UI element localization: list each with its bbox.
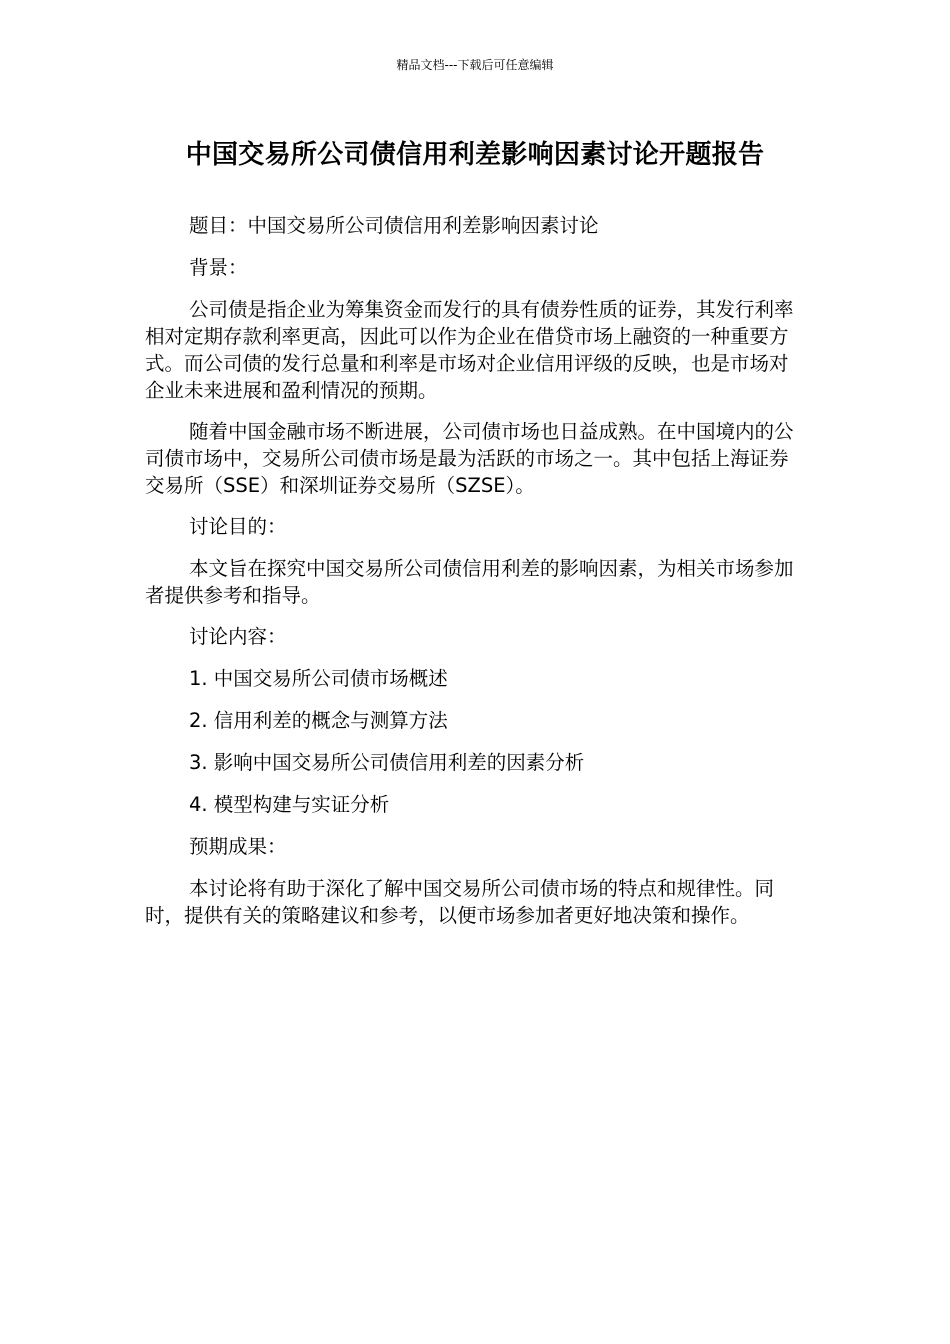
content-item-4: 4. 模型构建与实证分析 (189, 793, 390, 816)
results-paragraph: 本讨论将有助于深化了解中国交易所公司债市场的特点和规律性。同时，提供有关的策略建议和参考，以便市场参加者更好地决策和操作。 (145, 877, 775, 927)
background-paragraph-2: 随着中国金融市场不断进展，公司债市场也日益成熟。在中国境内的公司债市场中，交易所公司债市场是最为活跃的市场之一。其中包括上海证券交易所（SSE）和深圳证券交易所（SZSE）。 (145, 420, 794, 497)
results-heading: 预期成果： (189, 835, 287, 858)
document-body (145, 212, 803, 943)
document-title: 中国交易所公司债信用利差影响因素讨论开题报告 (185, 140, 765, 170)
content-item-1: 1. 中国交易所公司债市场概述 (189, 667, 448, 690)
background-paragraph-1: 公司债是指企业为筹集资金而发行的具有债券性质的证券，其发行利率相对定期存款利率更高，因此可以作为企业在借贷市场上融资的一种重要方式。而公司债的发行总量和利率是市场对企业信用评级的反映，也是市场对企业未来进展和盈利情况的预期。 (145, 298, 794, 402)
content-heading: 讨论内容： (189, 625, 287, 648)
content-item-3: 3. 影响中国交易所公司债信用利差的因素分析 (189, 751, 585, 774)
topic-line: 题目：中国交易所公司债信用利差影响因素讨论 (189, 214, 599, 237)
purpose-heading: 讨论目的： (189, 515, 287, 538)
purpose-paragraph: 本文旨在探究中国交易所公司债信用利差的影响因素，为相关市场参加者提供参考和指导。 (145, 557, 794, 607)
background-heading: 背景： (189, 256, 248, 279)
content-item-2: 2. 信用利差的概念与测算方法 (189, 709, 448, 732)
header-note: 精品文档---下载后可任意编辑 (396, 58, 554, 72)
